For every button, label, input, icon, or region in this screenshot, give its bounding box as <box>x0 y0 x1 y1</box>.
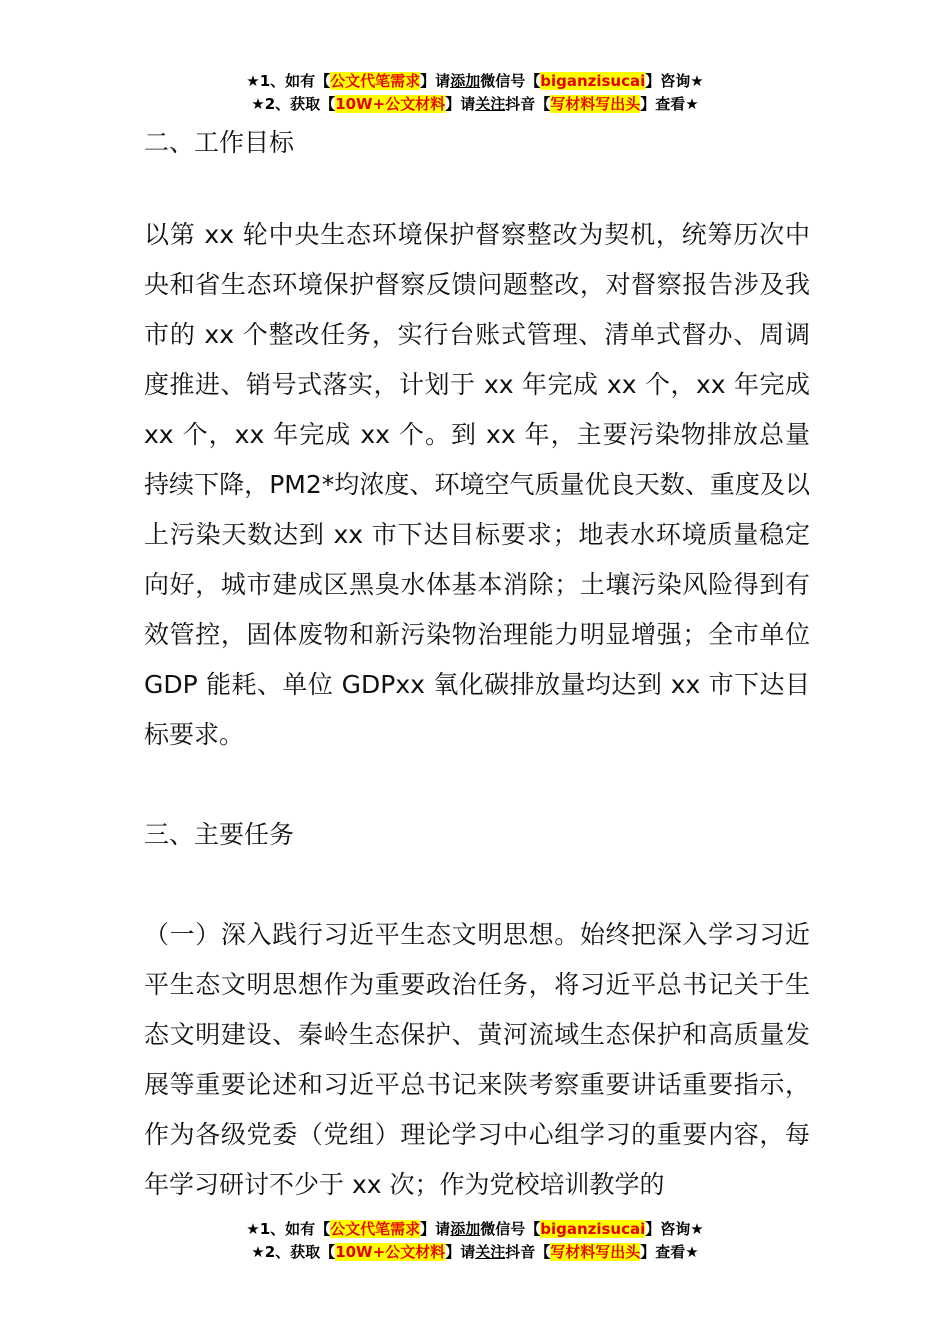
promo-line-2: ★2、获取【10W+公文材料】请关注抖音【写材料写出头】查看★ <box>251 1243 699 1261</box>
paragraph-goals: 以第 xx 轮中央生态环境保护督察整改为契机，统筹历次中央和省生态环境保护督察反馈问题整改，对督察报告涉及我市的 xx 个整改任务，实行台账式管理、清单式督办、周调度推进、销号式落实，计划于 xx 年完成 xx 个，xx 年完成 xx 个，xx 年完成 xx 个。到 xx 年，主要污染物排放总量持续下降，PM2*均浓度、环境空气质量优良天数、重度及以上污染天数达到 xx 市下达目标要求；地表水环境质量稳定向好，城市建成区黑臭水体基本消除；土壤污染风险得到有效管控，固体废物和新污染物治理能力明显增强；全市单位 GDP 能耗、单位 GDPxx 氧化碳排放量均达到 xx 市下达目标要求。 <box>144 220 810 749</box>
promo-line-1: ★1、如有【公文代笔需求】请添加微信号【biganzisucai】咨询★ <box>246 72 704 90</box>
promo-line-1: ★1、如有【公文代笔需求】请添加微信号【biganzisucai】咨询★ <box>246 1220 704 1238</box>
paragraph-task-1: （一）深入践行习近平生态文明思想。始终把深入学习习近平生态文明思想作为重要政治任务，将习近平总书记关于生态文明建设、秦岭生态保护、黄河流域生态保护和高质量发展等重要论述和习近平总书记来陕考察重要讲话重要指示，作为各级党委（党组）理论学习中心组学习的重要内容，每年学习研讨不少于 xx 次；作为党校培训教学的 <box>144 920 810 1199</box>
section-heading-tasks: 三、主要任务 <box>144 820 295 849</box>
promo-line-2: ★2、获取【10W+公文材料】请关注抖音【写材料写出头】查看★ <box>251 95 699 113</box>
section-heading-goals: 二、工作目标 <box>144 128 295 157</box>
document-body <box>144 118 810 1210</box>
promo-banner-bottom <box>0 1218 950 1264</box>
promo-banner-top <box>0 70 950 116</box>
